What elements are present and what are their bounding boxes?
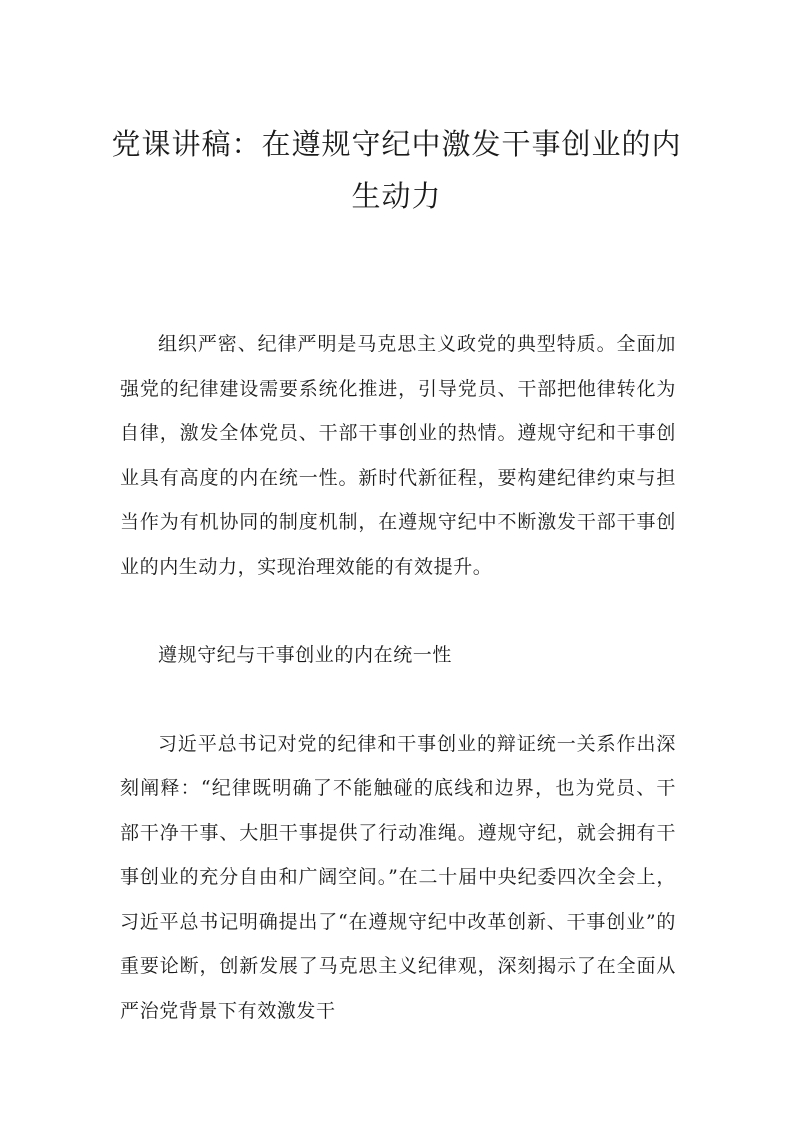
document-body bbox=[120, 322, 676, 1033]
intro-paragraph: 组织严密、纪律严明是马克思主义政党的典型特质。全面加强党的纪律建设需要系统化推进，引导党员、干部把他律转化为自律，激发全体党员、干部干事创业的热情。遵规守纪和干事创业具有高度的内在统一性。新时代新征程，要构建纪律约束与担当作为有机协同的制度机制，在遵规守纪中不断激发干部干事创业的内生动力，实现治理效能的有效提升。 bbox=[120, 333, 676, 578]
section-heading: 遵规守纪与干事创业的内在统一性 bbox=[158, 644, 453, 666]
document-title: 党课讲稿：在遵规守纪中激发干事创业的内生动力 bbox=[111, 127, 682, 213]
section-paragraph: 习近平总书记对党的纪律和干事创业的辩证统一关系作出深刻阐释：“纪律既明确了不能触碰的底线和边界，也为党员、干部干净干事、大胆干事提供了行动准绳。遵规守纪，就会拥有干事创业的充分自由和广阔空间。”在二十届中央纪委四次全会上，习近平总书记明确提出了“在遵规守纪中改革创新、干事创业”的重要论断，创新发展了马克思主义纪律观，深刻揭示了在全面从严治党背景下有效激发干 bbox=[120, 732, 676, 1022]
